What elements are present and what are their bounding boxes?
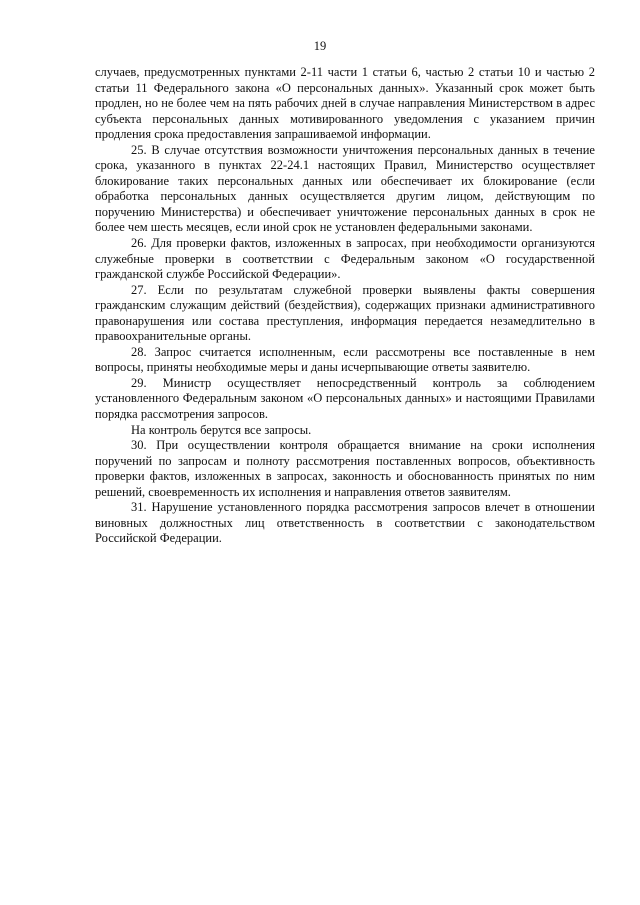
paragraph-25: 25. В случае отсутствия возможности уничтожения персональных данных в течение срока, указанного в пунктах 22-24.1 настоящих Правил, Министерство осуществляет блокирование таких персональных данных или обеспечивает их блокирование (если обработка персональных данных осуществляется другим лицом, действующим по поручению Министерства) и обеспечивает уничтожение персональных данных в срок не более чем шесть месяцев, если иной срок не установлен федеральными законами. bbox=[95, 142, 595, 235]
paragraph-28: 28. Запрос считается исполненным, если рассмотрены все поставленные в нем вопросы, приняты необходимые меры и даны исчерпывающие ответы заявителю. bbox=[95, 344, 595, 375]
paragraph-30: 30. При осуществлении контроля обращается внимание на сроки исполнения поручений по запросам и полноту рассмотрения поставленных вопросов, объективность проверки фактов, изложенных в запросах, законность и обоснованность принятых по ним решений, своевременность их исполнения и направления ответов заявителям. bbox=[95, 438, 595, 499]
paragraph-continuation: случаев, предусмотренных пунктами 2-11 части 1 статьи 6, частью 2 статьи 10 и частью 2 статьи 11 Федерального закона «О персональных данных». Указанный срок может быть продлен, но не более чем на пять рабочих дней в случае направления Министерством в адрес субъекта персональных данных мотивированного уведомления с указанием причин продления срока предоставления запрашиваемой информации. bbox=[95, 65, 595, 142]
document-body bbox=[95, 65, 595, 547]
paragraph-27: 27. Если по результатам служебной проверки выявлены факты совершения гражданским служащим действий (бездействия), содержащих признаки административного правонарушения или состава преступления, информация передается незамедлительно в правоохранительные органы. bbox=[95, 282, 595, 344]
paragraph-29: 29. Министр осуществляет непосредственный контроль за соблюдением установленного Федеральным законом «О персональных данных» и настоящими Правилами порядка рассмотрения запросов. bbox=[95, 375, 595, 422]
paragraph-31: 31. Нарушение установленного порядка рассмотрения запросов влечет в отношении виновных должностных лиц ответственность в соответствии с законодательством Российской Федерации. bbox=[95, 500, 595, 546]
paragraph-control-note: На контроль берутся все запросы. bbox=[131, 422, 312, 437]
paragraph-26: 26. Для проверки фактов, изложенных в запросах, при необходимости организуются служебные проверки в соответствии с Федеральным законом «О государственной гражданской службе Российской Федерации». bbox=[95, 236, 595, 282]
page-number: 19 bbox=[313, 39, 327, 53]
